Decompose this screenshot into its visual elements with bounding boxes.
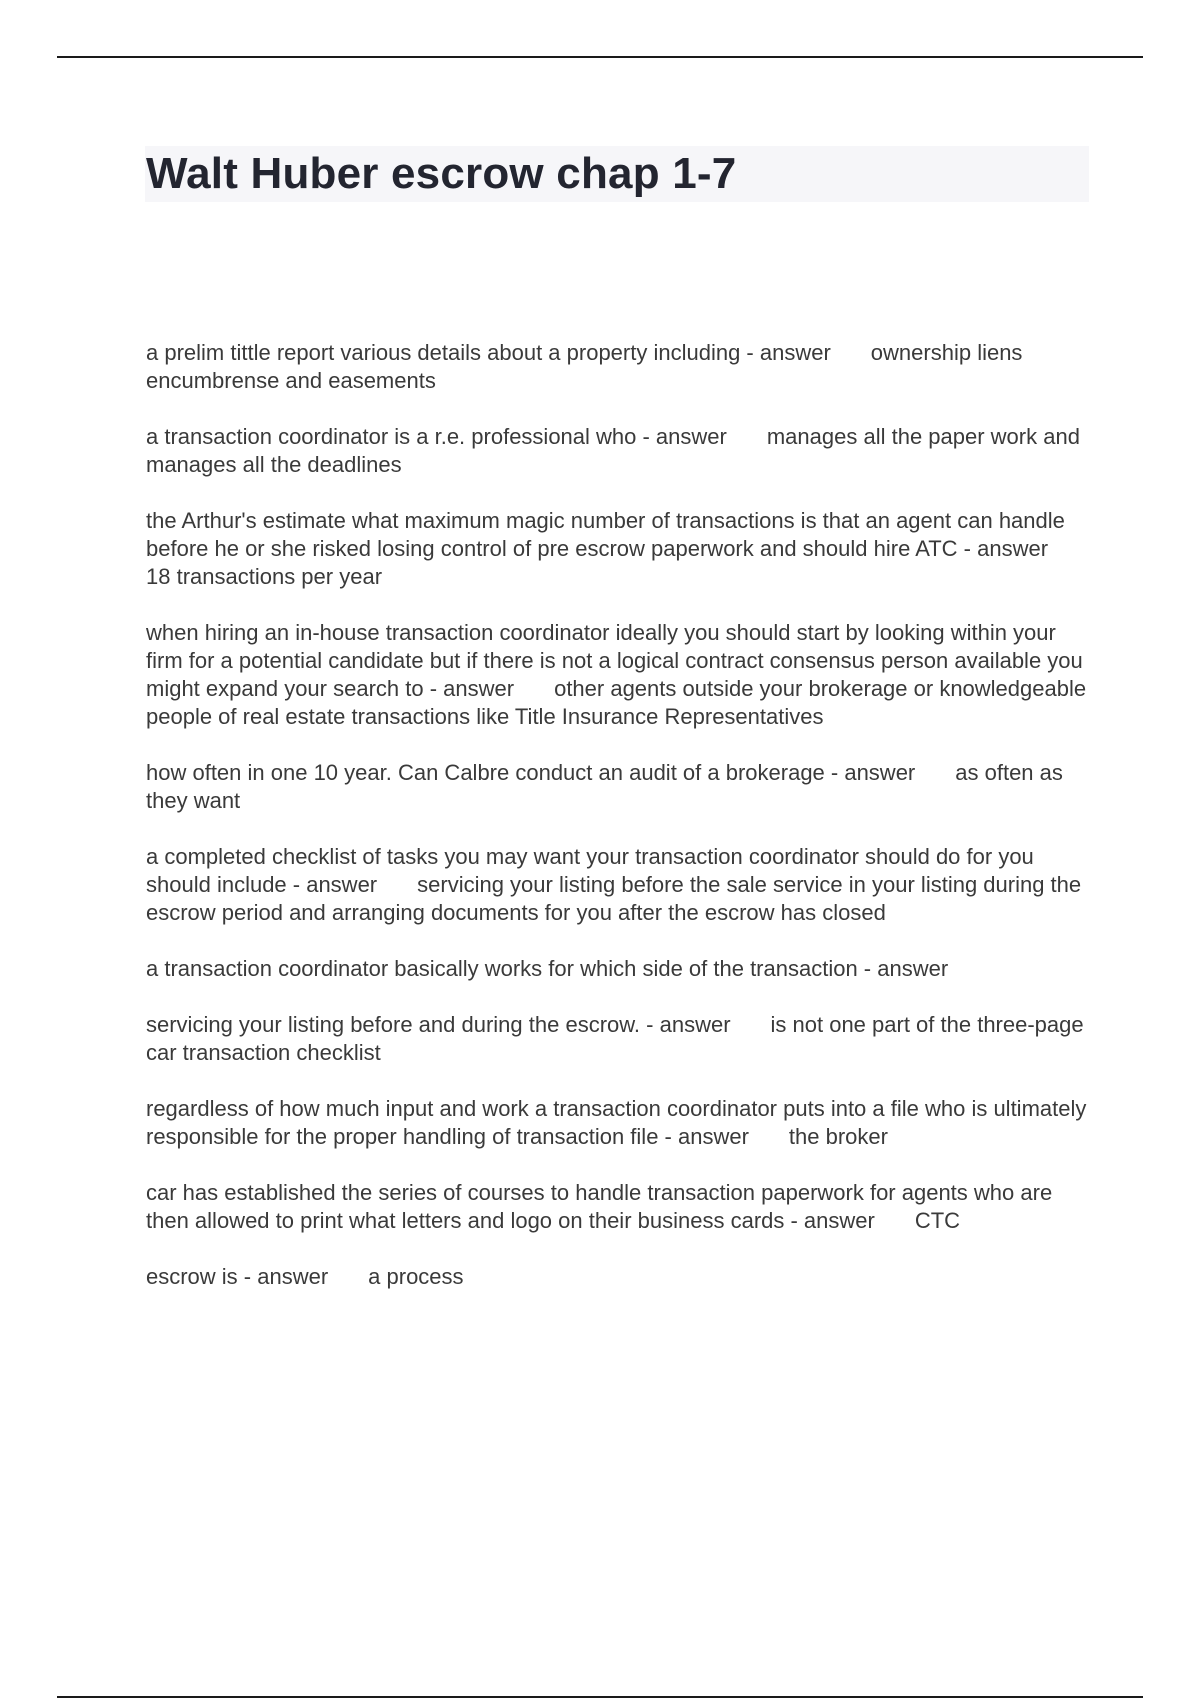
question-text: escrow is - answer	[146, 1264, 329, 1289]
question-text: the Arthur's estimate what maximum magic number of transactions is that an agent can handle before he or she risked losing control of pre escrow paperwork and should hire ATC - answer	[146, 508, 1065, 561]
qa-item	[146, 339, 1090, 395]
question-text: car has established the series of courses to handle transaction paperwork for agents who are then allowed to print what letters and logo on their business cards - answer	[146, 1180, 1053, 1233]
qa-item	[146, 423, 1090, 479]
qa-item	[146, 1011, 1090, 1067]
answer-text: servicing your listing before the sale service in your listing during the escrow period and arranging documents for you after the escrow has closed	[146, 872, 1082, 925]
answer-text: a process	[368, 1264, 464, 1289]
answer-text: ownership liens encumbrense and easements	[146, 340, 1023, 393]
qa-item	[146, 955, 1090, 983]
qa-item	[146, 843, 1090, 927]
answer-text: is not one part of the three-page car transaction checklist	[146, 1012, 1084, 1065]
qa-item	[146, 1263, 1090, 1291]
qa-list	[146, 339, 1090, 1319]
question-text: how often in one 10 year. Can Calbre conduct an audit of a brokerage - answer	[146, 760, 916, 785]
qa-item	[146, 507, 1090, 591]
question-text: a prelim tittle report various details about a property including - answer	[146, 340, 831, 365]
bottom-rule	[57, 1696, 1143, 1698]
qa-item	[146, 619, 1090, 731]
qa-item	[146, 1179, 1090, 1235]
question-text: regardless of how much input and work a transaction coordinator puts into a file who is ultimately responsible for the proper handling of transaction file - answer	[146, 1096, 1087, 1149]
answer-text: 18 transactions per year	[146, 564, 383, 589]
question-text: when hiring an in-house transaction coordinator ideally you should start by looking within your firm for a potential candidate but if there is not a logical contract consensus person available you might expand your search to - answer	[146, 620, 1083, 701]
question-text: a transaction coordinator basically works for which side of the transaction - answer	[146, 956, 949, 981]
answer-text: as often as they want	[146, 760, 1063, 813]
answer-text: other agents outside your brokerage or knowledgeable people of real estate transactions like Title Insurance Representatives	[146, 676, 1087, 729]
top-rule	[57, 56, 1143, 58]
answer-text: the broker	[788, 1124, 888, 1149]
question-text: servicing your listing before and during the escrow. - answer	[146, 1012, 731, 1037]
answer-text: manages all the paper work and manages all the deadlines	[146, 424, 1080, 477]
answer-text: CTC	[914, 1208, 961, 1233]
qa-item	[146, 1095, 1090, 1151]
question-text: a transaction coordinator is a r.e. professional who - answer	[146, 424, 727, 449]
question-text: a completed checklist of tasks you may want your transaction coordinator should do for you should include - answer	[146, 844, 1034, 897]
document-title: Walt Huber escrow chap 1-7	[146, 149, 737, 198]
qa-item	[146, 759, 1090, 815]
